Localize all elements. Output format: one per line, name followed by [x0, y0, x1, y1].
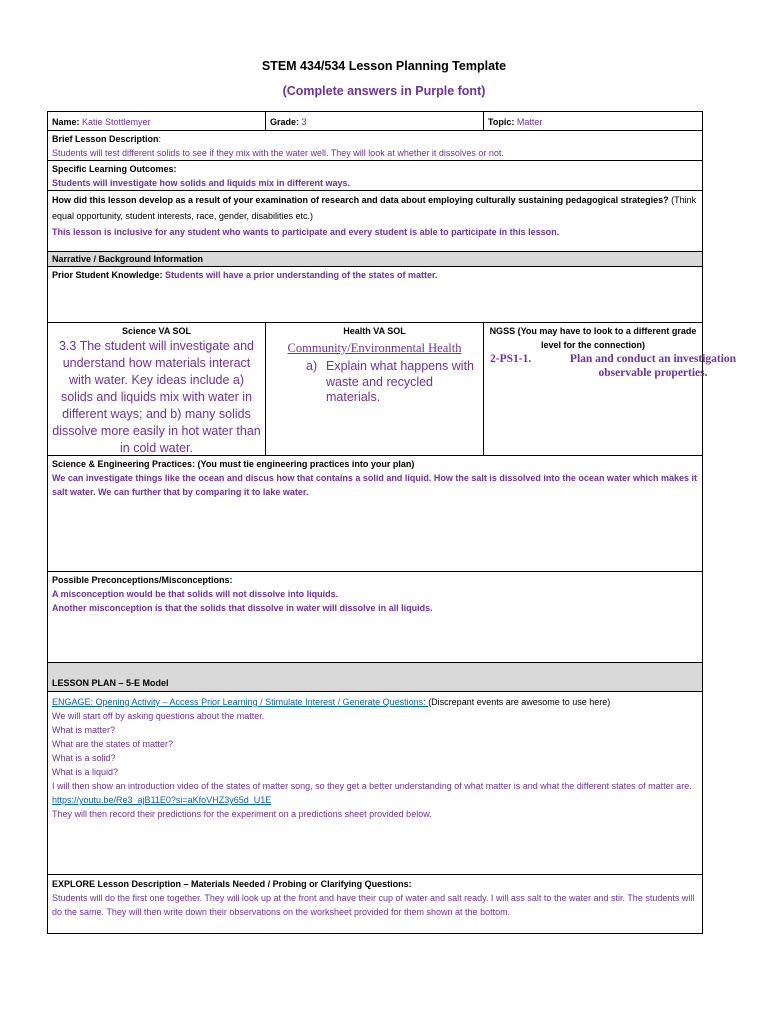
engage-line: What are the states of matter?	[52, 739, 174, 749]
engage-line: What is a liquid?	[52, 767, 119, 777]
brief-colon: :	[158, 134, 162, 144]
topic-value: Matter	[516, 117, 543, 127]
topic-label: Topic:	[488, 117, 515, 127]
narrative-header-text: Narrative / Background Information	[52, 254, 204, 264]
misconceptions-cell	[47, 571, 703, 663]
practices-label: Science & Engineering Practices: (You must tie engineering practices into your plan)	[52, 459, 415, 469]
health-title: Community/Environmental Health	[287, 341, 462, 355]
brief-description-cell	[47, 130, 703, 161]
health-item-text: Explain what happens with waste and recycled materials.	[326, 359, 475, 404]
lesson-plan-header	[47, 662, 703, 692]
ngss-standard	[490, 352, 750, 379]
practices-text: We can investigate things like the ocean and discus how that contains a solid and liquid. How the salt is dissolved into the ocean water which makes it salt water. We can further that by comparing it to lake water.	[52, 473, 697, 497]
misconception-1: A misconception would be that solids will not dissolve into liquids.	[52, 589, 339, 599]
engage-line: What is matter?	[52, 725, 116, 735]
grade-value: 3	[301, 117, 307, 127]
grade-cell	[265, 111, 484, 131]
brief-label: Brief Lesson Description	[52, 134, 159, 144]
page-subtitle: (Complete answers in Purple font)	[282, 84, 486, 98]
narrative-header	[47, 251, 703, 267]
engage-line: I will then show an introduction video of the states of matter song, so they get a better understanding of what matter is and what the different states of matter are.	[52, 781, 692, 791]
engage-after: They will then record their predictions for the experiment on a predictions sheet provided below.	[52, 809, 432, 819]
prior-label: Prior Student Knowledge:	[52, 270, 163, 280]
ngss-cell	[483, 322, 737, 456]
science-sol-header: Science VA SOL	[121, 326, 192, 336]
misconception-2: Another misconception is that the solids that dissolve in water will dissolve in all liquids.	[52, 603, 433, 613]
learning-outcomes-cell	[47, 160, 703, 191]
engage-cell	[47, 691, 703, 875]
science-sol-cell	[47, 322, 266, 456]
outcomes-label: Specific Learning Outcomes:	[52, 164, 177, 174]
health-item-marker: a)	[306, 359, 318, 373]
grade-label: Grade:	[270, 117, 300, 127]
ngss-text: Plan and conduct an investigation observable properties.	[569, 353, 737, 379]
engage-note: (Discrepant events are awesome to use here)	[428, 697, 611, 707]
explore-cell	[47, 874, 703, 934]
lesson-plan-header-text: LESSON PLAN – 5-E Model	[52, 678, 169, 688]
name-label: Name:	[52, 117, 80, 127]
prior-knowledge-cell	[47, 266, 703, 323]
research-note: (Think equal opportunity, student interests, race, gender, disabilities etc.)	[52, 195, 697, 221]
research-cell	[47, 190, 703, 252]
misconceptions-label: Possible Preconceptions/Misconceptions:	[52, 575, 233, 585]
video-link[interactable]: https://youtu.be/Re3_ajB11E0?si=aKfoVHZ3y65d_U1E	[52, 795, 272, 805]
ngss-code: 2-PS1-1.	[490, 353, 532, 365]
ngss-header: NGSS (You may have to look to a different grade level for the connection)	[489, 326, 697, 350]
name-cell	[47, 111, 266, 131]
prior-text: Students will have a prior understanding of the states of matter.	[162, 270, 438, 280]
explore-label: EXPLORE Lesson Description – Materials Needed / Probing or Clarifying Questions:	[52, 879, 412, 889]
engage-label: ENGAGE: Opening Activity – Access Prior Learning / Stimulate Interest / Generate Questions:	[52, 697, 429, 707]
health-sol-cell	[265, 322, 484, 456]
health-sol-header: Health VA SOL	[343, 326, 406, 336]
topic-cell	[483, 111, 703, 131]
engage-line: We will start off by asking questions about the matter.	[52, 711, 265, 721]
research-answer: This lesson is inclusive for any student who wants to participate and every student is able to participate in this lesson.	[52, 227, 560, 237]
engineering-practices-cell	[47, 455, 703, 572]
research-question: How did this lesson develop as a result of your examination of research and data about employing culturally sustaining pedagogical strategies?	[52, 195, 669, 205]
name-value: Katie Stottlemyer	[82, 117, 151, 127]
explore-text: Students will do the first one together. They will look up at the front and have their cup of water and salt ready. I will ass salt to the water and stir. The students will do the same. They will then write down their observations on the worksheet provided for them shown at the bottom.	[52, 893, 695, 917]
health-list-item	[306, 359, 479, 406]
engage-line: What is a solid?	[52, 753, 116, 763]
science-sol-text: 3.3 The student will investigate and understand how materials interact with water. Key ideas include a) solids and liquids mix with water in different ways; and b) many solids dissolve more easily in hot water than in cold water.	[52, 339, 261, 455]
page-title: STEM 434/534 Lesson Planning Template	[261, 59, 507, 73]
brief-text: Students will test different solids to see if they mix with the water well. They will look at whether it dissolves or not.	[52, 148, 504, 158]
outcomes-text: Students will investigate how solids and liquids mix in different ways.	[52, 178, 351, 188]
